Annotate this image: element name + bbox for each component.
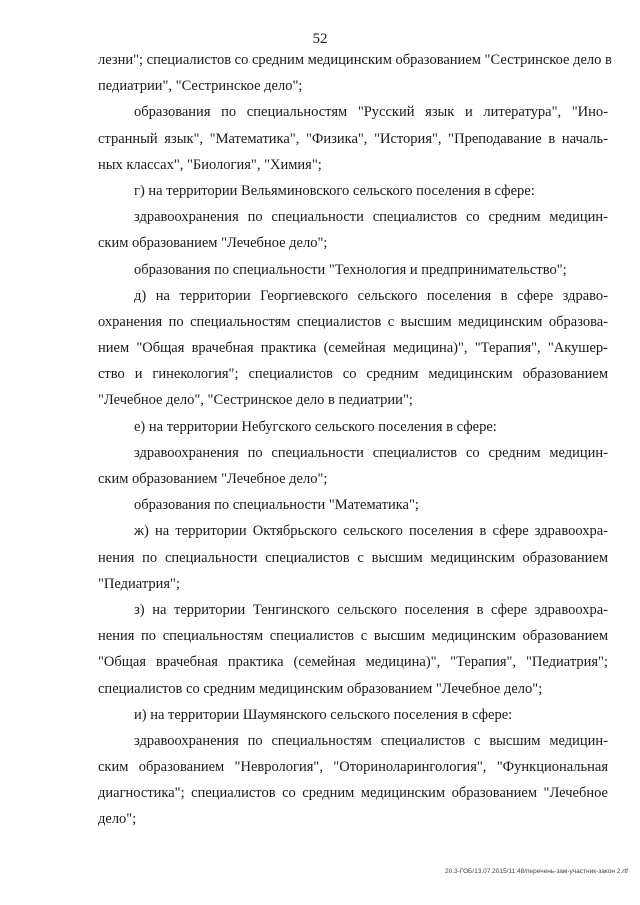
text-line: ж) на территории Октябрьского сельского поселения в сфере здравоохра- (134, 523, 608, 540)
text-line: здравоохранения по специальностям специалистов с высшим медицин- (134, 732, 608, 749)
text-line: нием "Общая врачебная практика (семейная медицина)", "Терапия", "Акушер- (98, 340, 608, 357)
text-line: образования по специальности "Математика"; (134, 497, 419, 514)
text-line: дело"; (98, 811, 137, 828)
text-line: охранения по специальностям специалистов с высшим медицинским образова- (98, 313, 608, 330)
text-line: "Общая врачебная практика (семейная медицина)", "Терапия", "Педиатрия"; (98, 654, 608, 671)
text-line: лезни"; специалистов со средним медицинским образованием "Сестринское дело в (98, 52, 612, 68)
text-line: образования по специальности "Технология и предпринимательство"; (134, 261, 567, 278)
text-line: д) на территории Георгиевского сельского поселения в сфере здраво- (134, 287, 608, 304)
text-line: здравоохранения по специальности специалистов со средним медицин- (134, 209, 608, 226)
text-line: здравоохранения по специальности специалистов со средним медицин- (134, 444, 608, 461)
text-line: образования по специальностям "Русский язык и литература", "Ино- (134, 104, 608, 121)
text-line: ных классах", "Биология", "Химия"; (98, 156, 322, 173)
text-line: ским образованием "Неврология", "Оториноларингология", "Функциональная (98, 759, 608, 776)
document-body (98, 47, 612, 833)
text-line: ство и гинекология"; специалистов со средним медицинским образованием (98, 366, 608, 383)
file-path-footer: 20.3-ГОБ/13.07.2015/11:48/перечень-зам-участник-закон 2.rtf (445, 868, 628, 875)
text-line: е) на территории Небугского сельского поселения в сфере: (134, 418, 497, 435)
text-line: нения по специальностям специалистов с высшим медицинским образованием (98, 628, 608, 645)
text-line: г) на территории Вельяминовского сельского поселения в сфере: (134, 182, 535, 199)
text-line: "Педиатрия"; (98, 575, 180, 592)
text-line: педиатрии", "Сестринское дело"; (98, 78, 303, 95)
text-line: диагностика"; специалистов со средним медицинским образованием "Лечебное (98, 785, 608, 802)
text-line: з) на территории Тенгинского сельского поселения в сфере здравоохра- (134, 601, 608, 618)
text-line: ским образованием "Лечебное дело"; (98, 235, 328, 252)
text-line: странный язык", "Математика", "Физика", "История", "Преподавание в началь- (98, 130, 608, 147)
page-number: 52 (312, 31, 328, 47)
text-line: нения по специальности специалистов с высшим медицинским образованием (98, 549, 608, 566)
text-line: и) на территории Шаумянского сельского поселения в сфере: (134, 706, 513, 723)
text-line: "Лечебное дело", "Сестринское дело в педиатрии"; (98, 392, 413, 409)
text-line: специалистов со средним медицинским образованием "Лечебное дело"; (98, 680, 543, 697)
text-line: ским образованием "Лечебное дело"; (98, 471, 328, 487)
